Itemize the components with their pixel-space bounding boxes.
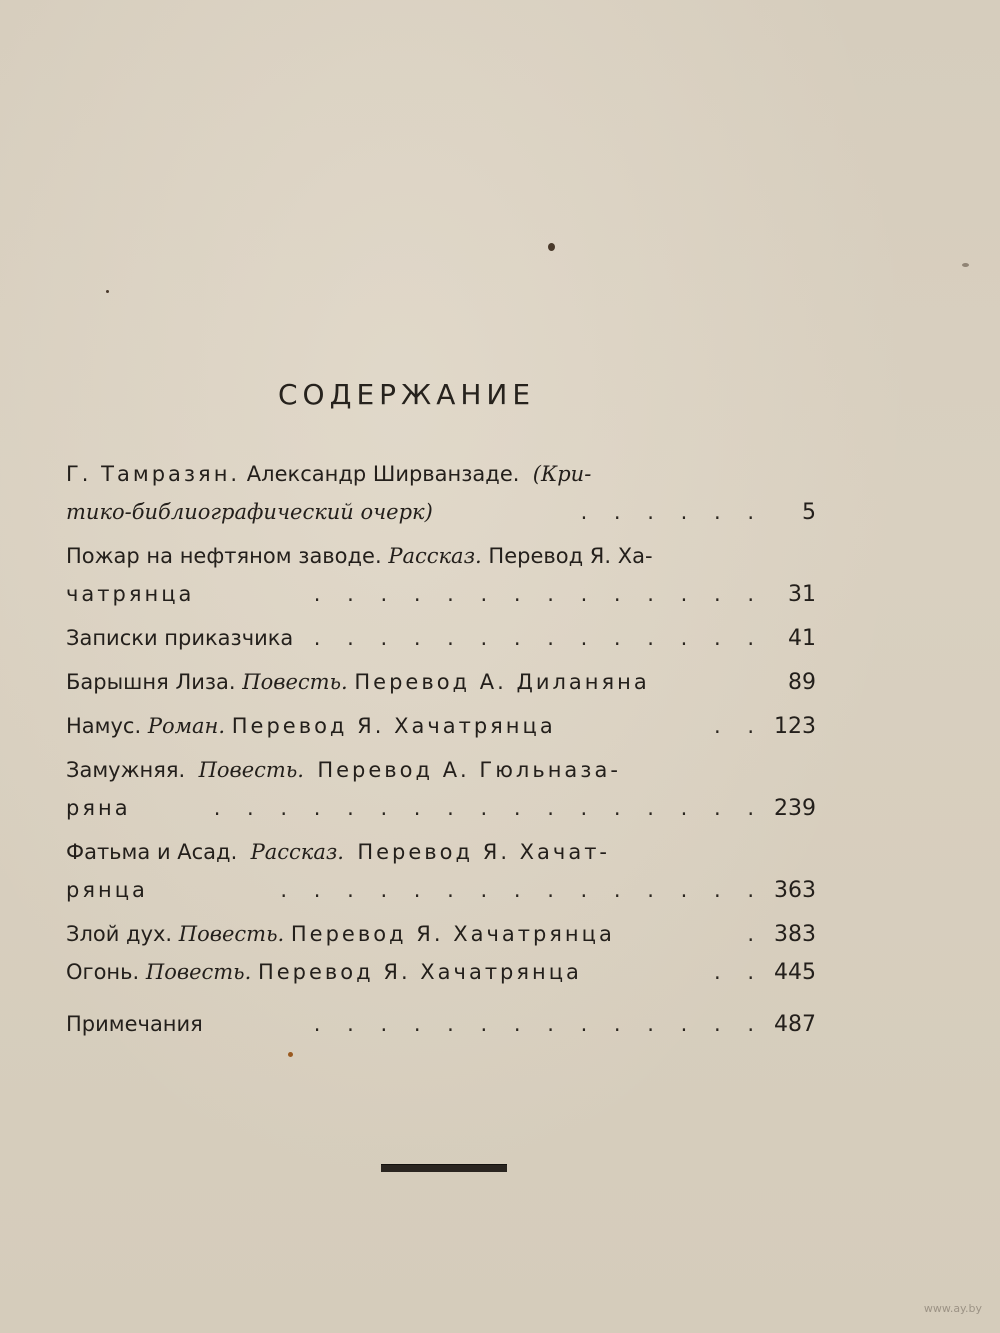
toc-leader-dots: . . . . . .	[580, 500, 764, 524]
page-title: СОДЕРЖАНИЕ	[278, 378, 536, 411]
toc-entry-translator: ряна	[66, 796, 131, 820]
toc-entry-genre: Рассказ.	[250, 840, 344, 864]
toc-entry-title: Замужняя.	[66, 758, 186, 782]
toc-entry-translator: Перевод Я. Хачат-	[357, 840, 611, 864]
toc-entry-title: Намус.	[66, 714, 142, 738]
toc-leader-dots: . . . . . . . . . . . . . . .	[280, 878, 764, 902]
toc-page-number: 123	[774, 714, 816, 739]
toc-entry-title: Барышня Лиза.	[66, 670, 236, 694]
toc-entry-title: Пожар на нефтяном заводе.	[66, 544, 382, 568]
toc-page-number: 41	[788, 626, 816, 651]
toc-entry-line	[66, 833, 816, 871]
toc-leader-dots: . . . . . . . . . . . . . .	[313, 626, 764, 650]
toc-entry-title: Огонь.	[66, 960, 140, 984]
toc-page-number: 239	[774, 796, 816, 821]
toc-entry-genre: Рассказ.	[388, 544, 482, 568]
toc-entry-translator: Перевод Я. Хачатрянца	[231, 714, 556, 738]
toc-entry-line	[66, 537, 816, 575]
toc-entry-line	[66, 915, 816, 953]
toc-page-number: 89	[788, 670, 816, 695]
toc-entry-translator: Перевод Я. Хачатрянца	[257, 960, 582, 984]
toc-leader-dots: . . . . . . . . . . . . . .	[313, 582, 764, 606]
toc-leader-dots: . .	[713, 714, 764, 738]
toc-entry-genre: Повесть.	[242, 670, 348, 694]
toc-page-number: 5	[802, 500, 816, 525]
paper-speck	[106, 290, 109, 293]
toc-entry-translator: Перевод Я. Хачатрянца	[290, 922, 615, 946]
watermark: www.ay.by	[923, 1302, 982, 1315]
toc-entry-line	[66, 619, 816, 657]
toc-entry-title: Записки приказчика	[66, 626, 294, 650]
toc-entry-translator: Перевод А. Гюльназа-	[317, 758, 621, 782]
paper-speck	[962, 263, 969, 267]
toc-leader-dots: .	[747, 922, 764, 946]
toc-entry-genre: Роман.	[147, 714, 226, 738]
toc-entry-genre: Повесть.	[178, 922, 285, 946]
toc-entry-translator: Перевод Я. Ха-	[488, 544, 653, 568]
toc-entry-line	[66, 953, 816, 991]
toc-entry-line	[66, 575, 816, 613]
toc-page-number: 363	[774, 878, 816, 903]
paper-speck	[548, 243, 555, 251]
toc-leader-dots: . .	[713, 960, 764, 984]
toc-entry-line	[66, 871, 816, 909]
toc-leader-dots: . . . . . . . . . . . . . . . . .	[213, 796, 764, 820]
toc-author: Г. Тамразян.	[66, 462, 241, 486]
toc-entry-translator: чатрянца	[66, 582, 195, 606]
toc-entry-genre: Повесть.	[145, 960, 252, 984]
table-of-contents	[66, 455, 816, 1043]
toc-entry-line	[66, 707, 816, 745]
end-ornament-rule	[381, 1164, 507, 1172]
toc-entry-line	[66, 789, 816, 827]
toc-entry-note: (Кри-	[532, 462, 592, 486]
toc-entry-title: Примечания	[66, 1012, 203, 1036]
toc-page-number: 487	[774, 1012, 816, 1037]
toc-leader-dots: . . . . . . . . . . . . . .	[313, 1012, 764, 1036]
toc-entry-title: Фатьма и Асад.	[66, 840, 238, 864]
toc-entry-line	[66, 663, 816, 701]
toc-entry-genre: Повесть.	[198, 758, 304, 782]
toc-entry-line	[66, 493, 816, 531]
toc-entry-translator: рянца	[66, 878, 148, 902]
toc-page-number: 31	[788, 582, 816, 607]
toc-entry-line	[66, 1005, 816, 1043]
toc-entry-translator: Перевод А. Диланяна	[354, 670, 650, 694]
toc-entry-line	[66, 455, 816, 493]
toc-entry-note: тико-библиографический очерк)	[66, 500, 433, 524]
paper-speck	[288, 1052, 293, 1057]
toc-entry-title: Александр Ширванзаде.	[246, 462, 520, 486]
toc-page-number: 383	[774, 922, 816, 947]
toc-entry-line	[66, 751, 816, 789]
toc-page-number: 445	[774, 960, 816, 985]
toc-entry-title: Злой дух.	[66, 922, 173, 946]
